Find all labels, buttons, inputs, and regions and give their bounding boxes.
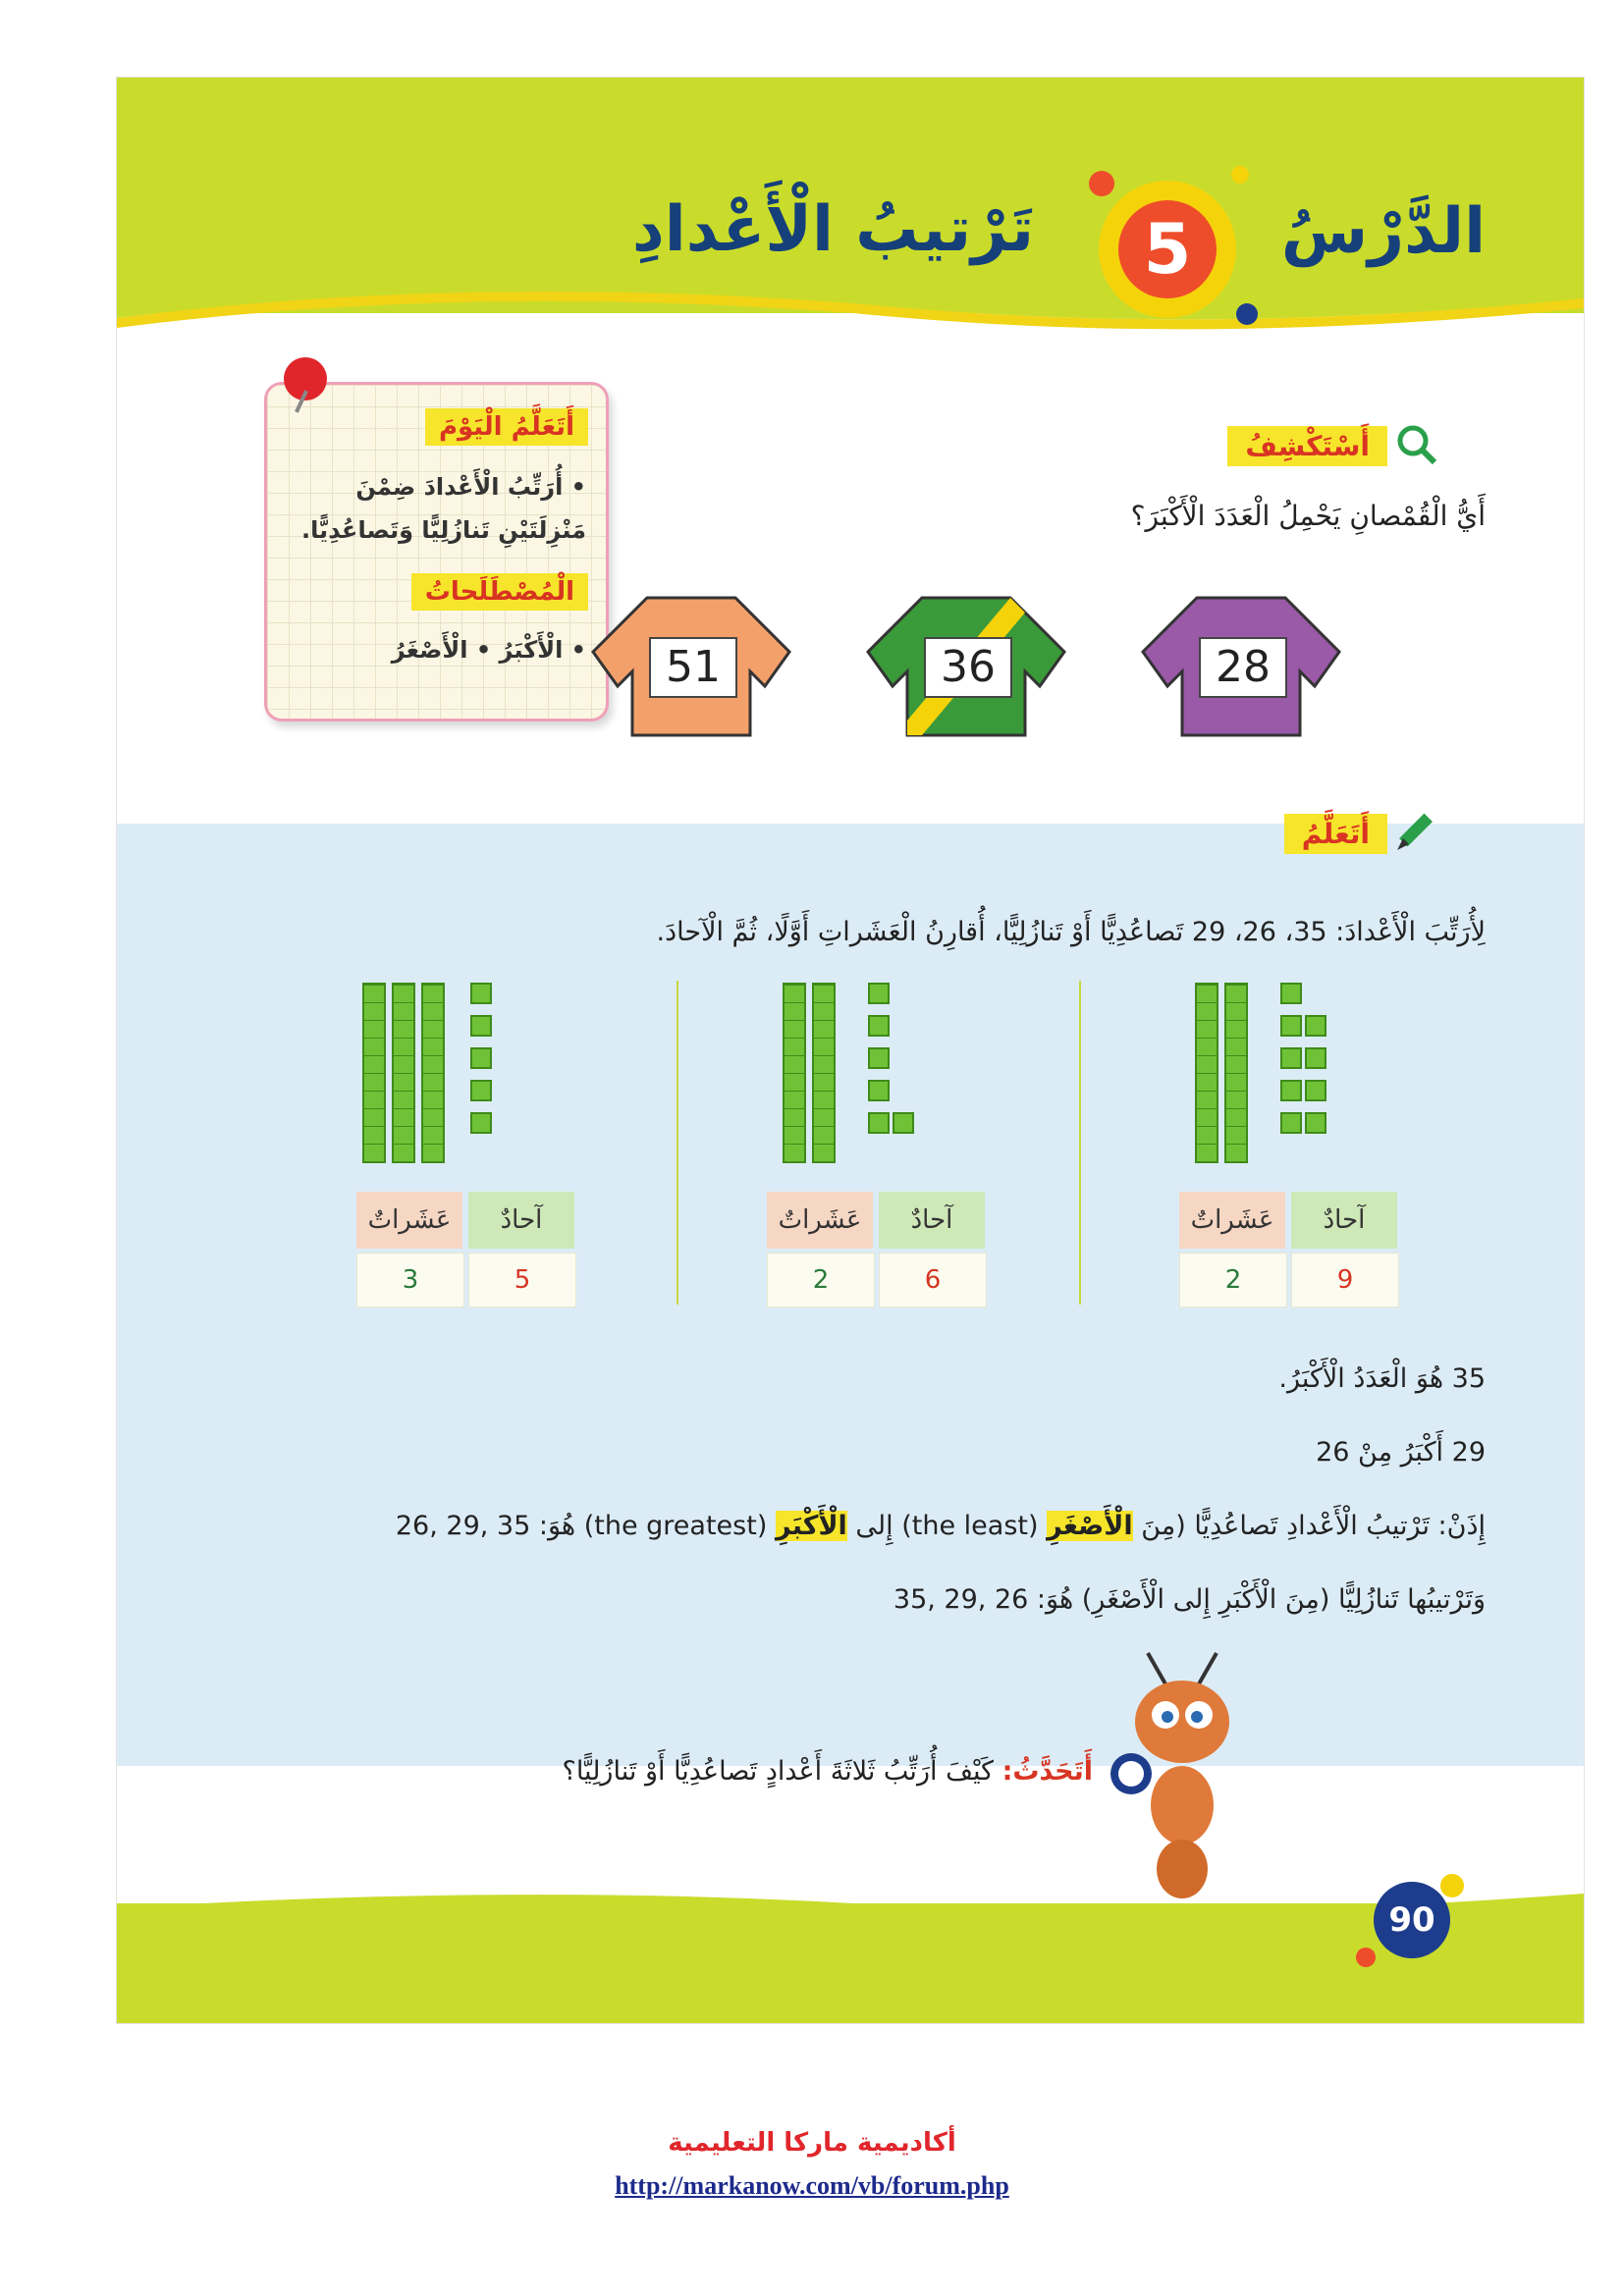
- explore-question: أَيُّ الْقُمْصانِ يَحْمِلُ الْعَدَدَ الْأَكْبَرَ؟: [1130, 500, 1486, 532]
- ones-value: 6: [879, 1253, 987, 1308]
- ones-cube: [1280, 983, 1302, 1004]
- tens-value: 2: [1179, 1253, 1287, 1308]
- ones-cube: [1305, 1080, 1326, 1101]
- tens-rod: [1224, 983, 1248, 1163]
- tens-header: عَشَراتٌ: [356, 1192, 462, 1249]
- ones-value: 9: [1291, 1253, 1399, 1308]
- tens-rod: [392, 983, 415, 1163]
- learn-today-objective: • أُرَتِّبُ الْأَعْدادَ ضِمْنَ مَنْزِلَتَيْنِ تَنازُلِيًّا وَتَصاعُدِيًّا.: [301, 473, 586, 544]
- place-value-table-26: [767, 1192, 987, 1311]
- ones-cube: [868, 1015, 890, 1037]
- conclusion-line-2: 29 أَكْبَرُ مِنْ 26: [1316, 1437, 1486, 1468]
- conclusion-line-4: وَتَرْتيبُها تَنازُلِيًّا (مِنَ الْأَكْبَرِ إِلى الْأَصْغَرِ) هُوَ: 26 ,29 ,35: [893, 1584, 1486, 1615]
- place-value-table-35: [356, 1192, 576, 1311]
- talk-label: أَتَحَدَّثُ:: [1001, 1756, 1093, 1787]
- magnifier-icon: [1393, 421, 1438, 466]
- talk-line: [563, 1756, 1094, 1787]
- ones-cube: [470, 1047, 492, 1069]
- learn-label: أَتَعَلَّمُ: [1284, 814, 1387, 854]
- tens-rod: [1195, 983, 1218, 1163]
- ones-cube: [1280, 1015, 1302, 1037]
- ones-header: آحادٌ: [1291, 1192, 1397, 1249]
- conclusion-line-3: [396, 1511, 1486, 1541]
- tens-value: 2: [767, 1253, 875, 1308]
- tens-value: 3: [356, 1253, 464, 1308]
- learn-today-box: [264, 382, 609, 721]
- ones-cube: [1280, 1047, 1302, 1069]
- shirt-number-28: 28: [1199, 637, 1287, 698]
- decor-dot: [1356, 1948, 1376, 1967]
- megaphone-icon: [1109, 1751, 1154, 1796]
- ones-value: 5: [468, 1253, 576, 1308]
- place-value-table-29: [1179, 1192, 1399, 1311]
- terms-heading: الْمُصْطَلَحاتُ: [411, 573, 588, 611]
- ones-header: آحادٌ: [879, 1192, 985, 1249]
- lesson-number: 5: [1118, 200, 1217, 298]
- ones-cube: [893, 1112, 914, 1134]
- shirt-number-51: 51: [649, 637, 737, 698]
- learn-intro: لِأُرَتِّبَ الْأَعْدادَ: 35، 26، 29 تَصاعُدِيًّا أَوْ تَنازُلِيًّا، أُقارِنُ الْعَشَراتِ أَوَّلًا، ثُمَّ الْآحادَ.: [656, 917, 1486, 947]
- footer-wave: [117, 1884, 1584, 1923]
- ones-cube: [1280, 1080, 1302, 1101]
- ones-cube: [470, 983, 492, 1004]
- column-divider: [1079, 981, 1081, 1305]
- ones-cube: [1305, 1015, 1326, 1037]
- decor-dot: [1440, 1874, 1464, 1897]
- ones-cube: [470, 1015, 492, 1037]
- ones-cube: [868, 983, 890, 1004]
- ones-cube: [868, 1080, 890, 1101]
- conclusion-line-1: 35 هُوَ الْعَدَدُ الْأَكْبَرُ.: [1278, 1363, 1486, 1394]
- textbook-page: [116, 77, 1585, 2024]
- terms-list: • الْأَكْبَرُ • الْأَصْغَرُ: [391, 636, 586, 664]
- decor-dot: [1236, 303, 1258, 325]
- ones-cube: [868, 1047, 890, 1069]
- ones-cube: [1305, 1047, 1326, 1069]
- talk-question: كَيْفَ أُرَتِّبُ ثَلاثَةَ أَعْدادٍ تَصاعُدِيًّا أَوْ تَنازُلِيًّا؟: [562, 1756, 995, 1787]
- line3-part-c: (the greatest) هُوَ: 35 ,29 ,26: [395, 1511, 776, 1541]
- ones-cube: [470, 1080, 492, 1101]
- pencil-icon: [1393, 809, 1438, 854]
- page-number: 90: [1374, 1882, 1450, 1958]
- tens-rod: [812, 983, 836, 1163]
- shirt-number-36: 36: [924, 637, 1012, 698]
- tens-rod: [421, 983, 445, 1163]
- least-highlight: الْأَصْغَرِ: [1047, 1511, 1133, 1541]
- greatest-highlight: الْأَكْبَرِ: [775, 1511, 847, 1541]
- column-divider: [677, 981, 678, 1305]
- decor-dot: [1089, 171, 1114, 196]
- tens-header: عَشَراتٌ: [1179, 1192, 1285, 1249]
- tens-rod: [783, 983, 806, 1163]
- ones-header: آحادٌ: [468, 1192, 574, 1249]
- line3-part-b: (the least) إِلى: [846, 1511, 1048, 1541]
- line3-part-a: إِذَنْ: تَرْتيبُ الْأَعْدادِ تَصاعُدِيًّا (مِنَ: [1132, 1511, 1486, 1541]
- explore-label: أَسْتَكْشِفُ: [1227, 426, 1387, 466]
- ones-cube: [868, 1112, 890, 1134]
- ones-cube: [470, 1112, 492, 1134]
- lesson-title: تَرْتيبُ الْأَعْدادِ: [631, 193, 1034, 266]
- decor-dot: [1231, 166, 1249, 184]
- ones-cube: [1280, 1112, 1302, 1134]
- credit-link[interactable]: http://markanow.com/vb/forum.php: [615, 2171, 1009, 2200]
- credit-name: أكاديمية ماركا التعليمية: [668, 2128, 956, 2158]
- lesson-label: الدَّرْسُ: [1280, 195, 1486, 268]
- ones-cube: [1305, 1112, 1326, 1134]
- header-wave: [117, 279, 1584, 338]
- learn-today-heading: أَتَعَلَّمُ الْيَوْمَ: [425, 408, 588, 446]
- tens-header: عَشَراتٌ: [767, 1192, 873, 1249]
- tens-rod: [362, 983, 386, 1163]
